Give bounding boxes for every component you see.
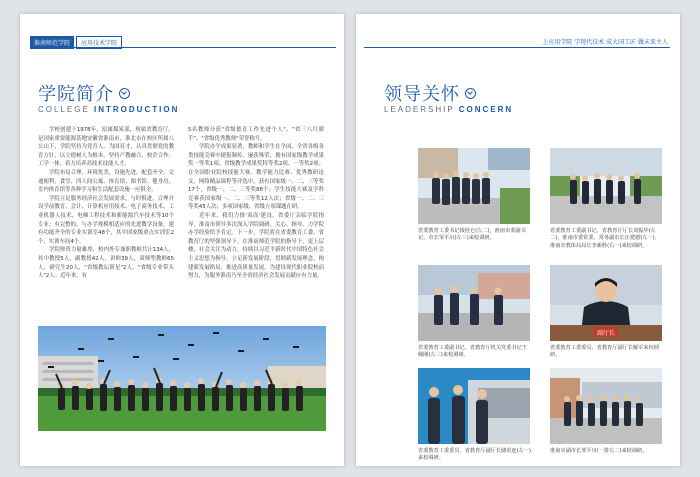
section-title-cn: 领导关怀 [384, 84, 460, 105]
paragraph: 学院立足服务经济社会发展需求，与时俱进，合理开设学前教育、会计、计算机应用技术、电子商务技术、工业机器人技术、电梯工程技术和新能源汽车技术等10个专业；有完整的、与办学规模相适应的先进教学设备，建有功能齐全的专业实训室48个，其中国家级重点实训室2个、实训车间4个。 [38, 195, 174, 245]
name-plate-text: 副厅长 [596, 330, 616, 337]
section-title-cn: 学院简介 [38, 84, 114, 105]
photo-visit-1 [418, 148, 530, 224]
photo-caption: 省委教育工委副书记、省教育厅机关党委书记王佩刚(左三)来校调研。 [418, 345, 527, 359]
photo-visit-3 [418, 265, 530, 341]
photo-visit-4 [550, 265, 662, 341]
school-name-tag: 淮南师范学院 [30, 36, 74, 49]
chevron-circle-icon [465, 88, 476, 99]
section-title [384, 80, 476, 106]
photo-caption: 省委教育工委书记钱桂仑(左二)，淮南市委副书记、市长邹平川(左三)来校调研。 [418, 228, 526, 242]
left-page [20, 14, 344, 466]
header-slogan: 上应用学院 学现代技术 成大国工匠 做未来主人 [542, 39, 668, 46]
paragraph: 学院师资力量雄厚，校内外专兼职教师共计134人，其中教授5人，副教授42人，讲师39人，双师型教师65人，研究生20人，"省级教坛新星"2人，"省级专业带头人"2人；近年来，有 [38, 247, 174, 280]
photo-visit-5 [418, 368, 530, 444]
text-column-2 [188, 126, 324, 281]
paragraph: 学校创建于1978年，原属煤炭部，现属省教育厅，是国家重要能源基地安徽省淮南市、淮北市在校区所属八公山下，学院坚持为党育人、为国育才，认真贯彻党的教育方针，以立德树人为根本，坚持产教融合、校企合作、工学一体，着力培养高技术技能人才。 [38, 127, 174, 168]
photo-caption: 省委教育工委副书记、省教育厅厅长刘振华(左二)，淮南市委常委、常务副市长汪建德(左一)、淮南市教体局局长李新胜(右一)来校调研。 [550, 228, 660, 249]
section-title-en: LEADERSHIP CONCERN [384, 105, 514, 114]
section-title-en: COLLEGE INTRODUCTION [38, 105, 180, 114]
photo-visit-2 [550, 148, 662, 224]
paragraph: 学院布局合理、环境优美，设施先进，配套齐全，交通便利，食堂、四人间公寓、体育馆、图书馆、健身房、室内体育馆等各种学习和生活配套设施一应俱全。 [38, 169, 174, 194]
graduation-photo [38, 326, 326, 431]
photo-caption: 省委教育工委委员、省教育厅副厅长解军来校调研。 [550, 345, 659, 359]
photo-caption: 淮南市副市长邹平川(一排左二)来校调研。 [550, 448, 648, 454]
photo-caption: 省委教育工委委员、省教育厅副厅长储常连(左一)来校调研。 [418, 448, 531, 462]
header-rule [364, 47, 670, 48]
paragraph: 近年来，我们力推'双高'建设，省委厅亲临学院指导，淮南市领导多次深入学院调研、关心、指导、力学院办学经验给予肯定。下一步，学院将在省委教育工委、省教育厅的坚强领导下，在淮南师范学院的指导下，更上层楼，社会关注为动力，持续以习近平新时代中国特色社会主义思想为指导，立足新发展阶段，贯彻新发展理念，构建新发展格局，推进高质量发展，为建设现代职业院校而努力，为服务淮南乃至全省经济社会发展贡献应有力量。 [188, 212, 324, 280]
college-name-tag: 应用技术学院 [76, 36, 122, 49]
paragraph: 5名教师分获"省级德育工作先进个人"、"省三八红旗手"、"省级优秀教师"荣誉称号。 [188, 127, 324, 142]
paragraph: 学院办学成果显著，教师和学生在全国、全省各级各类技能竞赛中捷报频传，屡获殊荣，拥有国家级教学成果奖一等奖1项、省级教学成果奖特等奖2项、一等奖2项；在全国职业院校技能大赛、教学能力比赛、优秀教研论文、网络精品课程等评选中，获有国家级一、二、三等奖17个，省级一、二、三等奖88个；学生技能大赛及学科竞赛获国家级一、二、三等奖12人次；省级一、二、三等奖45人次；多项国家级、省级立项课题在研。 [188, 144, 324, 211]
right-page [356, 14, 680, 466]
photo-visit-6 [550, 368, 662, 444]
text-column-1 [38, 126, 174, 281]
chevron-circle-icon [119, 88, 130, 99]
section-title [38, 80, 130, 106]
header-rule [30, 47, 336, 48]
